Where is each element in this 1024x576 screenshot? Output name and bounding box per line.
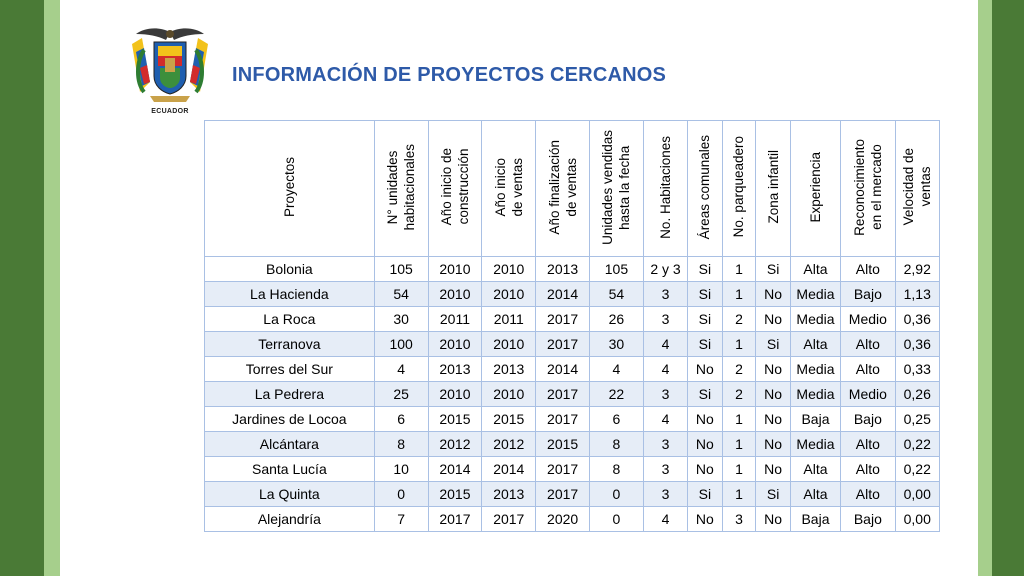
table-cell: 2 xyxy=(722,382,756,407)
table-cell: Si xyxy=(756,257,790,282)
table-cell: 2012 xyxy=(482,432,536,457)
table-cell: Si xyxy=(688,482,722,507)
table-row xyxy=(205,432,940,457)
table-cell: 100 xyxy=(374,332,428,357)
table-cell: 3 xyxy=(643,307,687,332)
table-cell: Bajo xyxy=(841,282,895,307)
column-header-label: Reconocimiento en el mercado xyxy=(851,138,884,236)
table-cell: 2017 xyxy=(536,382,590,407)
table-cell: Si xyxy=(756,332,790,357)
table-cell: Si xyxy=(688,382,722,407)
table-cell: 2010 xyxy=(428,382,482,407)
table-cell: 3 xyxy=(643,482,687,507)
table-row xyxy=(205,507,940,532)
table-cell: 2010 xyxy=(428,257,482,282)
left-light-green-bar xyxy=(44,0,60,576)
table-cell: 2,92 xyxy=(895,257,940,282)
column-header-label: Año inicio de ventas xyxy=(492,157,525,217)
table-cell: 105 xyxy=(590,257,644,282)
table-cell: No xyxy=(756,407,790,432)
table-cell: No xyxy=(756,282,790,307)
table-cell: 2017 xyxy=(536,457,590,482)
project-name-cell: Santa Lucía xyxy=(205,457,375,482)
table-cell: 2010 xyxy=(482,382,536,407)
table-cell: 0 xyxy=(374,482,428,507)
column-header xyxy=(722,121,756,257)
table-cell: No xyxy=(756,307,790,332)
table-cell: 0 xyxy=(590,482,644,507)
emblem-caption: ECUADOR xyxy=(151,108,189,115)
table-cell: Si xyxy=(688,307,722,332)
table-cell: 2 y 3 xyxy=(643,257,687,282)
table-cell: Alto xyxy=(841,457,895,482)
table-cell: 2017 xyxy=(536,407,590,432)
table-row xyxy=(205,307,940,332)
table-row xyxy=(205,257,940,282)
table-cell: 3 xyxy=(643,457,687,482)
column-header xyxy=(428,121,482,257)
table-cell: 4 xyxy=(374,357,428,382)
table-cell: Medio xyxy=(841,382,895,407)
table-header xyxy=(205,121,940,257)
table-cell: No xyxy=(756,357,790,382)
table-cell: 6 xyxy=(590,407,644,432)
table-cell: 2017 xyxy=(482,507,536,532)
table-cell: Media xyxy=(790,432,841,457)
project-name-cell: Alcántara xyxy=(205,432,375,457)
column-header-label: Velocidad de ventas xyxy=(901,148,934,226)
table-cell: 2011 xyxy=(482,307,536,332)
table-row xyxy=(205,457,940,482)
table-cell: 1 xyxy=(722,432,756,457)
column-header-label: Áreas comunales xyxy=(697,134,713,240)
table-row xyxy=(205,332,940,357)
column-header xyxy=(590,121,644,257)
table-cell: 2013 xyxy=(482,482,536,507)
table-cell: 0,00 xyxy=(895,482,940,507)
table-cell: 2010 xyxy=(482,257,536,282)
table-cell: 1 xyxy=(722,457,756,482)
table-cell: 0,22 xyxy=(895,457,940,482)
table-cell: 4 xyxy=(643,357,687,382)
table-cell: 0,00 xyxy=(895,507,940,532)
column-header xyxy=(374,121,428,257)
column-header xyxy=(688,121,722,257)
table-cell: No xyxy=(688,507,722,532)
coat-of-arms-icon xyxy=(122,22,218,110)
table-cell: 10 xyxy=(374,457,428,482)
table-cell: 54 xyxy=(374,282,428,307)
table-cell: Bajo xyxy=(841,407,895,432)
table-cell: Alta xyxy=(790,457,841,482)
table-cell: 2014 xyxy=(482,457,536,482)
table-cell: 2010 xyxy=(428,332,482,357)
table-row xyxy=(205,282,940,307)
table-cell: 4 xyxy=(643,407,687,432)
table-cell: 105 xyxy=(374,257,428,282)
table-cell: 30 xyxy=(590,332,644,357)
table-cell: 2014 xyxy=(428,457,482,482)
table-cell: 7 xyxy=(374,507,428,532)
table-cell: 0,26 xyxy=(895,382,940,407)
table-cell: Media xyxy=(790,382,841,407)
table-cell: Media xyxy=(790,307,841,332)
table-cell: 2013 xyxy=(536,257,590,282)
table-cell: Media xyxy=(790,282,841,307)
table-cell: 2013 xyxy=(428,357,482,382)
table-cell: Alto xyxy=(841,257,895,282)
table-cell: 4 xyxy=(643,507,687,532)
table-cell: Alta xyxy=(790,332,841,357)
column-header xyxy=(895,121,940,257)
table-cell: No xyxy=(688,357,722,382)
project-name-cell: La Roca xyxy=(205,307,375,332)
table-cell: 2015 xyxy=(482,407,536,432)
table-cell: 8 xyxy=(374,432,428,457)
column-header-label: Unidades vendidas hasta la fecha xyxy=(600,129,633,245)
table-body xyxy=(205,257,940,532)
table-cell: 2012 xyxy=(428,432,482,457)
table-cell: Alto xyxy=(841,482,895,507)
table-row xyxy=(205,382,940,407)
table-cell: No xyxy=(688,407,722,432)
column-header-label: Proyectos xyxy=(281,156,297,218)
column-header-label: No. parqueadero xyxy=(731,136,747,238)
project-name-cell: La Pedrera xyxy=(205,382,375,407)
table-cell: No xyxy=(756,507,790,532)
column-header-label: No. Habitaciones xyxy=(658,135,674,239)
table-cell: 3 xyxy=(643,382,687,407)
table-cell: 3 xyxy=(643,282,687,307)
table-row xyxy=(205,407,940,432)
table-cell: Alto xyxy=(841,357,895,382)
column-header-label: Experiencia xyxy=(807,151,823,223)
column-header xyxy=(205,121,375,257)
table-cell: 0,25 xyxy=(895,407,940,432)
table-cell: 6 xyxy=(374,407,428,432)
table-cell: 2011 xyxy=(428,307,482,332)
table-cell: 2017 xyxy=(536,307,590,332)
table-cell: Alto xyxy=(841,432,895,457)
page-title: INFORMACIÓN DE PROYECTOS CERCANOS xyxy=(232,64,667,86)
table-cell: Alto xyxy=(841,332,895,357)
table-cell: 30 xyxy=(374,307,428,332)
table-cell: 1,13 xyxy=(895,282,940,307)
column-header-label: Año inicio de construcción xyxy=(438,148,471,226)
table-cell: 4 xyxy=(590,357,644,382)
table-cell: 8 xyxy=(590,457,644,482)
table-cell: Media xyxy=(790,357,841,382)
table-cell: 2013 xyxy=(482,357,536,382)
table-cell: 2017 xyxy=(536,482,590,507)
coat-of-arms-emblem xyxy=(122,22,218,120)
table-cell: 1 xyxy=(722,257,756,282)
project-name-cell: Jardines de Locoa xyxy=(205,407,375,432)
project-name-cell: Bolonia xyxy=(205,257,375,282)
left-dark-green-bar xyxy=(0,0,44,576)
table-cell: 2 xyxy=(722,357,756,382)
table-cell: 54 xyxy=(590,282,644,307)
table-cell: No xyxy=(688,457,722,482)
table-cell: 1 xyxy=(722,332,756,357)
project-name-cell: Alejandría xyxy=(205,507,375,532)
table-cell: 2015 xyxy=(428,407,482,432)
table-cell: Medio xyxy=(841,307,895,332)
table-cell: Si xyxy=(688,332,722,357)
table-cell: Si xyxy=(688,257,722,282)
table-cell: 2010 xyxy=(428,282,482,307)
table-cell: 3 xyxy=(643,432,687,457)
table-cell: 3 xyxy=(722,507,756,532)
table-cell: 25 xyxy=(374,382,428,407)
right-light-green-bar xyxy=(978,0,992,576)
column-header-label: Zona infantil xyxy=(765,150,781,224)
table-cell: 2015 xyxy=(428,482,482,507)
column-header-label: N° unidades habitacionales xyxy=(385,143,418,231)
table-cell: 0 xyxy=(590,507,644,532)
projects-table xyxy=(204,120,940,532)
table-cell: 2010 xyxy=(482,282,536,307)
table-cell: 2 xyxy=(722,307,756,332)
project-name-cell: Terranova xyxy=(205,332,375,357)
table-cell: No xyxy=(756,382,790,407)
table-cell: No xyxy=(756,457,790,482)
table-cell: 1 xyxy=(722,482,756,507)
column-header xyxy=(482,121,536,257)
table-cell: 8 xyxy=(590,432,644,457)
table-cell: Si xyxy=(756,482,790,507)
table-cell: Baja xyxy=(790,407,841,432)
column-header-label: Año finalización de ventas xyxy=(546,139,579,235)
table-cell: 1 xyxy=(722,407,756,432)
project-name-cell: Torres del Sur xyxy=(205,357,375,382)
table-cell: Si xyxy=(688,282,722,307)
table-cell: 2017 xyxy=(428,507,482,532)
table-cell: 1 xyxy=(722,282,756,307)
project-name-cell: La Quinta xyxy=(205,482,375,507)
column-header xyxy=(841,121,895,257)
table-cell: Bajo xyxy=(841,507,895,532)
table-cell: Alta xyxy=(790,482,841,507)
table-cell: Alta xyxy=(790,257,841,282)
column-header xyxy=(790,121,841,257)
table-cell: 2014 xyxy=(536,282,590,307)
table-cell: 2014 xyxy=(536,357,590,382)
table-cell: 2017 xyxy=(536,332,590,357)
column-header xyxy=(536,121,590,257)
table-cell: Baja xyxy=(790,507,841,532)
table-cell: No xyxy=(756,432,790,457)
table-cell: 2015 xyxy=(536,432,590,457)
table-cell: 4 xyxy=(643,332,687,357)
right-dark-green-bar xyxy=(992,0,1024,576)
table-cell: 2010 xyxy=(482,332,536,357)
table-cell: 0,22 xyxy=(895,432,940,457)
table-cell: 22 xyxy=(590,382,644,407)
table-cell: 2020 xyxy=(536,507,590,532)
project-name-cell: La Hacienda xyxy=(205,282,375,307)
table-header-row xyxy=(205,121,940,257)
column-header xyxy=(643,121,687,257)
table-cell: 0,36 xyxy=(895,332,940,357)
table-cell: No xyxy=(688,432,722,457)
table-cell: 26 xyxy=(590,307,644,332)
table-row xyxy=(205,357,940,382)
table-row xyxy=(205,482,940,507)
column-header xyxy=(756,121,790,257)
table-cell: 0,36 xyxy=(895,307,940,332)
table-cell: 0,33 xyxy=(895,357,940,382)
